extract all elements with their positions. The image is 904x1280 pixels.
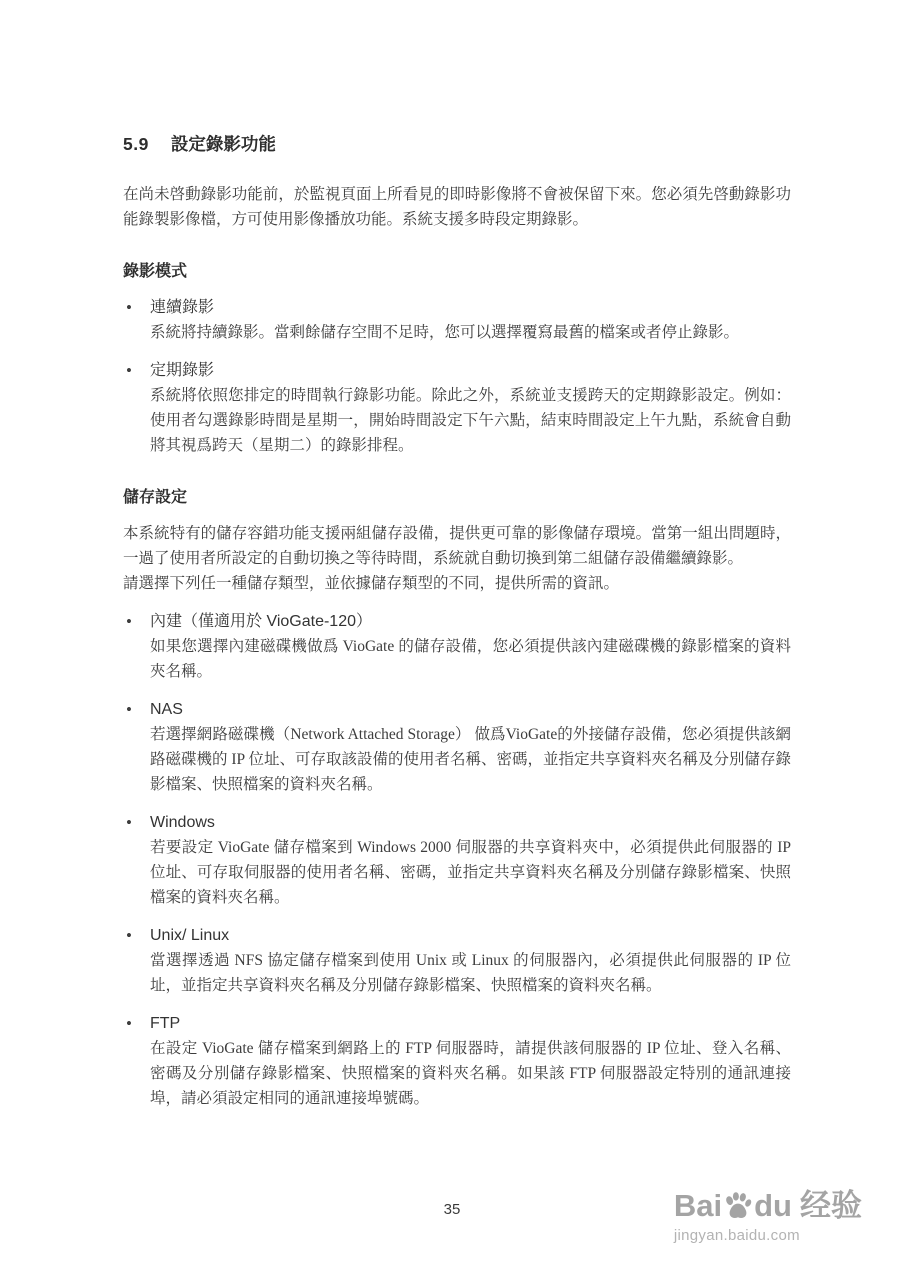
bullet-title-windows: Windows xyxy=(150,814,215,831)
heading-storage-settings: 儲存設定 xyxy=(123,489,188,506)
bullet-item xyxy=(123,358,791,458)
page-number: 35 xyxy=(443,1201,461,1218)
bullet-title-builtin: 內建（僅適用於 VioGate-120） xyxy=(150,613,372,630)
baidu-watermark xyxy=(674,1189,862,1244)
bullet-item xyxy=(123,923,791,998)
bullet-content xyxy=(150,609,791,684)
bullet-item xyxy=(123,295,791,345)
bullet-body: 如果您選擇內建磁碟機做爲 VioGate 的儲存設備，您必須提供該內建磁碟機的錄影檔案的資料夾名稱。 xyxy=(150,638,791,680)
baidu-watermark-url: jingyan.baidu.com xyxy=(673,1227,800,1244)
bullet-content xyxy=(150,1011,791,1111)
bullet-marker: • xyxy=(126,361,132,380)
section-title xyxy=(123,131,791,156)
bullet-body: 系統將依照您排定的時間執行錄影功能。除此之外，系統並支援跨天的定期錄影設定。例如：使用者勾選錄影時間是星期一，開始時間設定下午六點，結束時間設定上午九點，系統會自動將其視爲跨天（星期二）的錄影排程。 xyxy=(150,387,791,454)
bullet-title: 定期錄影 xyxy=(150,362,215,379)
section-title-text: 設定錄影功能 xyxy=(170,134,276,154)
baidu-paw-icon xyxy=(723,1191,753,1221)
bullet-marker: • xyxy=(126,926,132,945)
bullet-item xyxy=(123,1011,791,1111)
bullet-marker: • xyxy=(126,612,132,631)
bullet-title: 連續錄影 xyxy=(150,299,215,316)
bullet-content xyxy=(150,358,791,458)
bullet-marker: • xyxy=(126,700,132,719)
bullet-body: 系統將持續錄影。當剩餘儲存空間不足時，您可以選擇覆寫最舊的檔案或者停止錄影。 xyxy=(150,324,740,341)
bullet-marker: • xyxy=(126,813,132,832)
bullet-body: 若要設定 VioGate 儲存檔案到 Windows 2000 伺服器的共享資料夾中，必須提供此伺服器的 IP 位址、可存取伺服器的使用者名稱、密碼，並指定共享資料夾名稱及分別儲存錄影檔案、快照檔案的資料夾名稱。 xyxy=(150,839,791,906)
bullet-content xyxy=(150,697,791,797)
baidu-logo xyxy=(674,1189,862,1223)
bullet-title-unix-linux: Unix/ Linux xyxy=(150,927,230,944)
bullet-marker: • xyxy=(126,298,132,317)
baidu-logo-du: du xyxy=(754,1188,792,1223)
heading-recording-mode: 錄影模式 xyxy=(123,263,188,280)
bullet-item xyxy=(123,697,791,797)
bullet-title-ftp: FTP xyxy=(150,1015,181,1032)
storage-paragraph-2: 請選擇下列任一種儲存類型，並依據儲存類型的不同，提供所需的資訊。 xyxy=(123,575,620,592)
storage-paragraph-1: 本系統特有的儲存容錯功能支援兩組儲存設備，提供更可靠的影像儲存環境。當第一組出問題時，一過了使用者所設定的自動切換之等待時間，系統就自動切換到第二組儲存設備繼續錄影。 xyxy=(123,525,791,567)
bullet-content xyxy=(150,923,791,998)
baidu-logo-bai: Bai xyxy=(673,1188,723,1223)
intro-paragraph: 在尚未啓動錄影功能前，於監視頁面上所看見的即時影像將不會被保留下來。您必須先啓動錄影功能錄製影像檔，方可使用影像播放功能。系統支援多時段定期錄影。 xyxy=(123,186,791,228)
section-number: 5.9 xyxy=(123,134,149,154)
bullet-body: 當選擇透過 NFS 協定儲存檔案到使用 Unix 或 Linux 的伺服器內，必須提供此伺服器的 IP 位址，並指定共享資料夾名稱及分別儲存錄影檔案、快照檔案的資料夾名稱。 xyxy=(150,952,791,994)
bullet-marker: • xyxy=(126,1014,132,1033)
page-content xyxy=(123,131,791,1111)
bullet-content xyxy=(150,295,791,345)
bullet-title-nas: NAS xyxy=(150,701,183,718)
baidu-logo-jingyan: 经验 xyxy=(800,1188,862,1223)
bullet-item xyxy=(123,609,791,684)
bullet-body: 若選擇網路磁碟機（Network Attached Storage） 做爲VioGate的外接儲存設備，您必須提供該網路磁碟機的 IP 位址、可存取該設備的使用者名稱、密碼，並指定共享資料夾名稱及分別儲存錄影檔案、快照檔案的資料夾名稱。 xyxy=(150,726,791,793)
bullet-item xyxy=(123,810,791,910)
bullet-content xyxy=(150,810,791,910)
bullet-body: 在設定 VioGate 儲存檔案到網路上的 FTP 伺服器時，請提供該伺服器的 IP 位址、登入名稱、密碼及分別儲存錄影檔案、快照檔案的資料夾名稱。如果該 FTP 伺服器設定特別的通訊連接埠，請必須設定相同的通訊連接埠號碼。 xyxy=(150,1040,791,1107)
